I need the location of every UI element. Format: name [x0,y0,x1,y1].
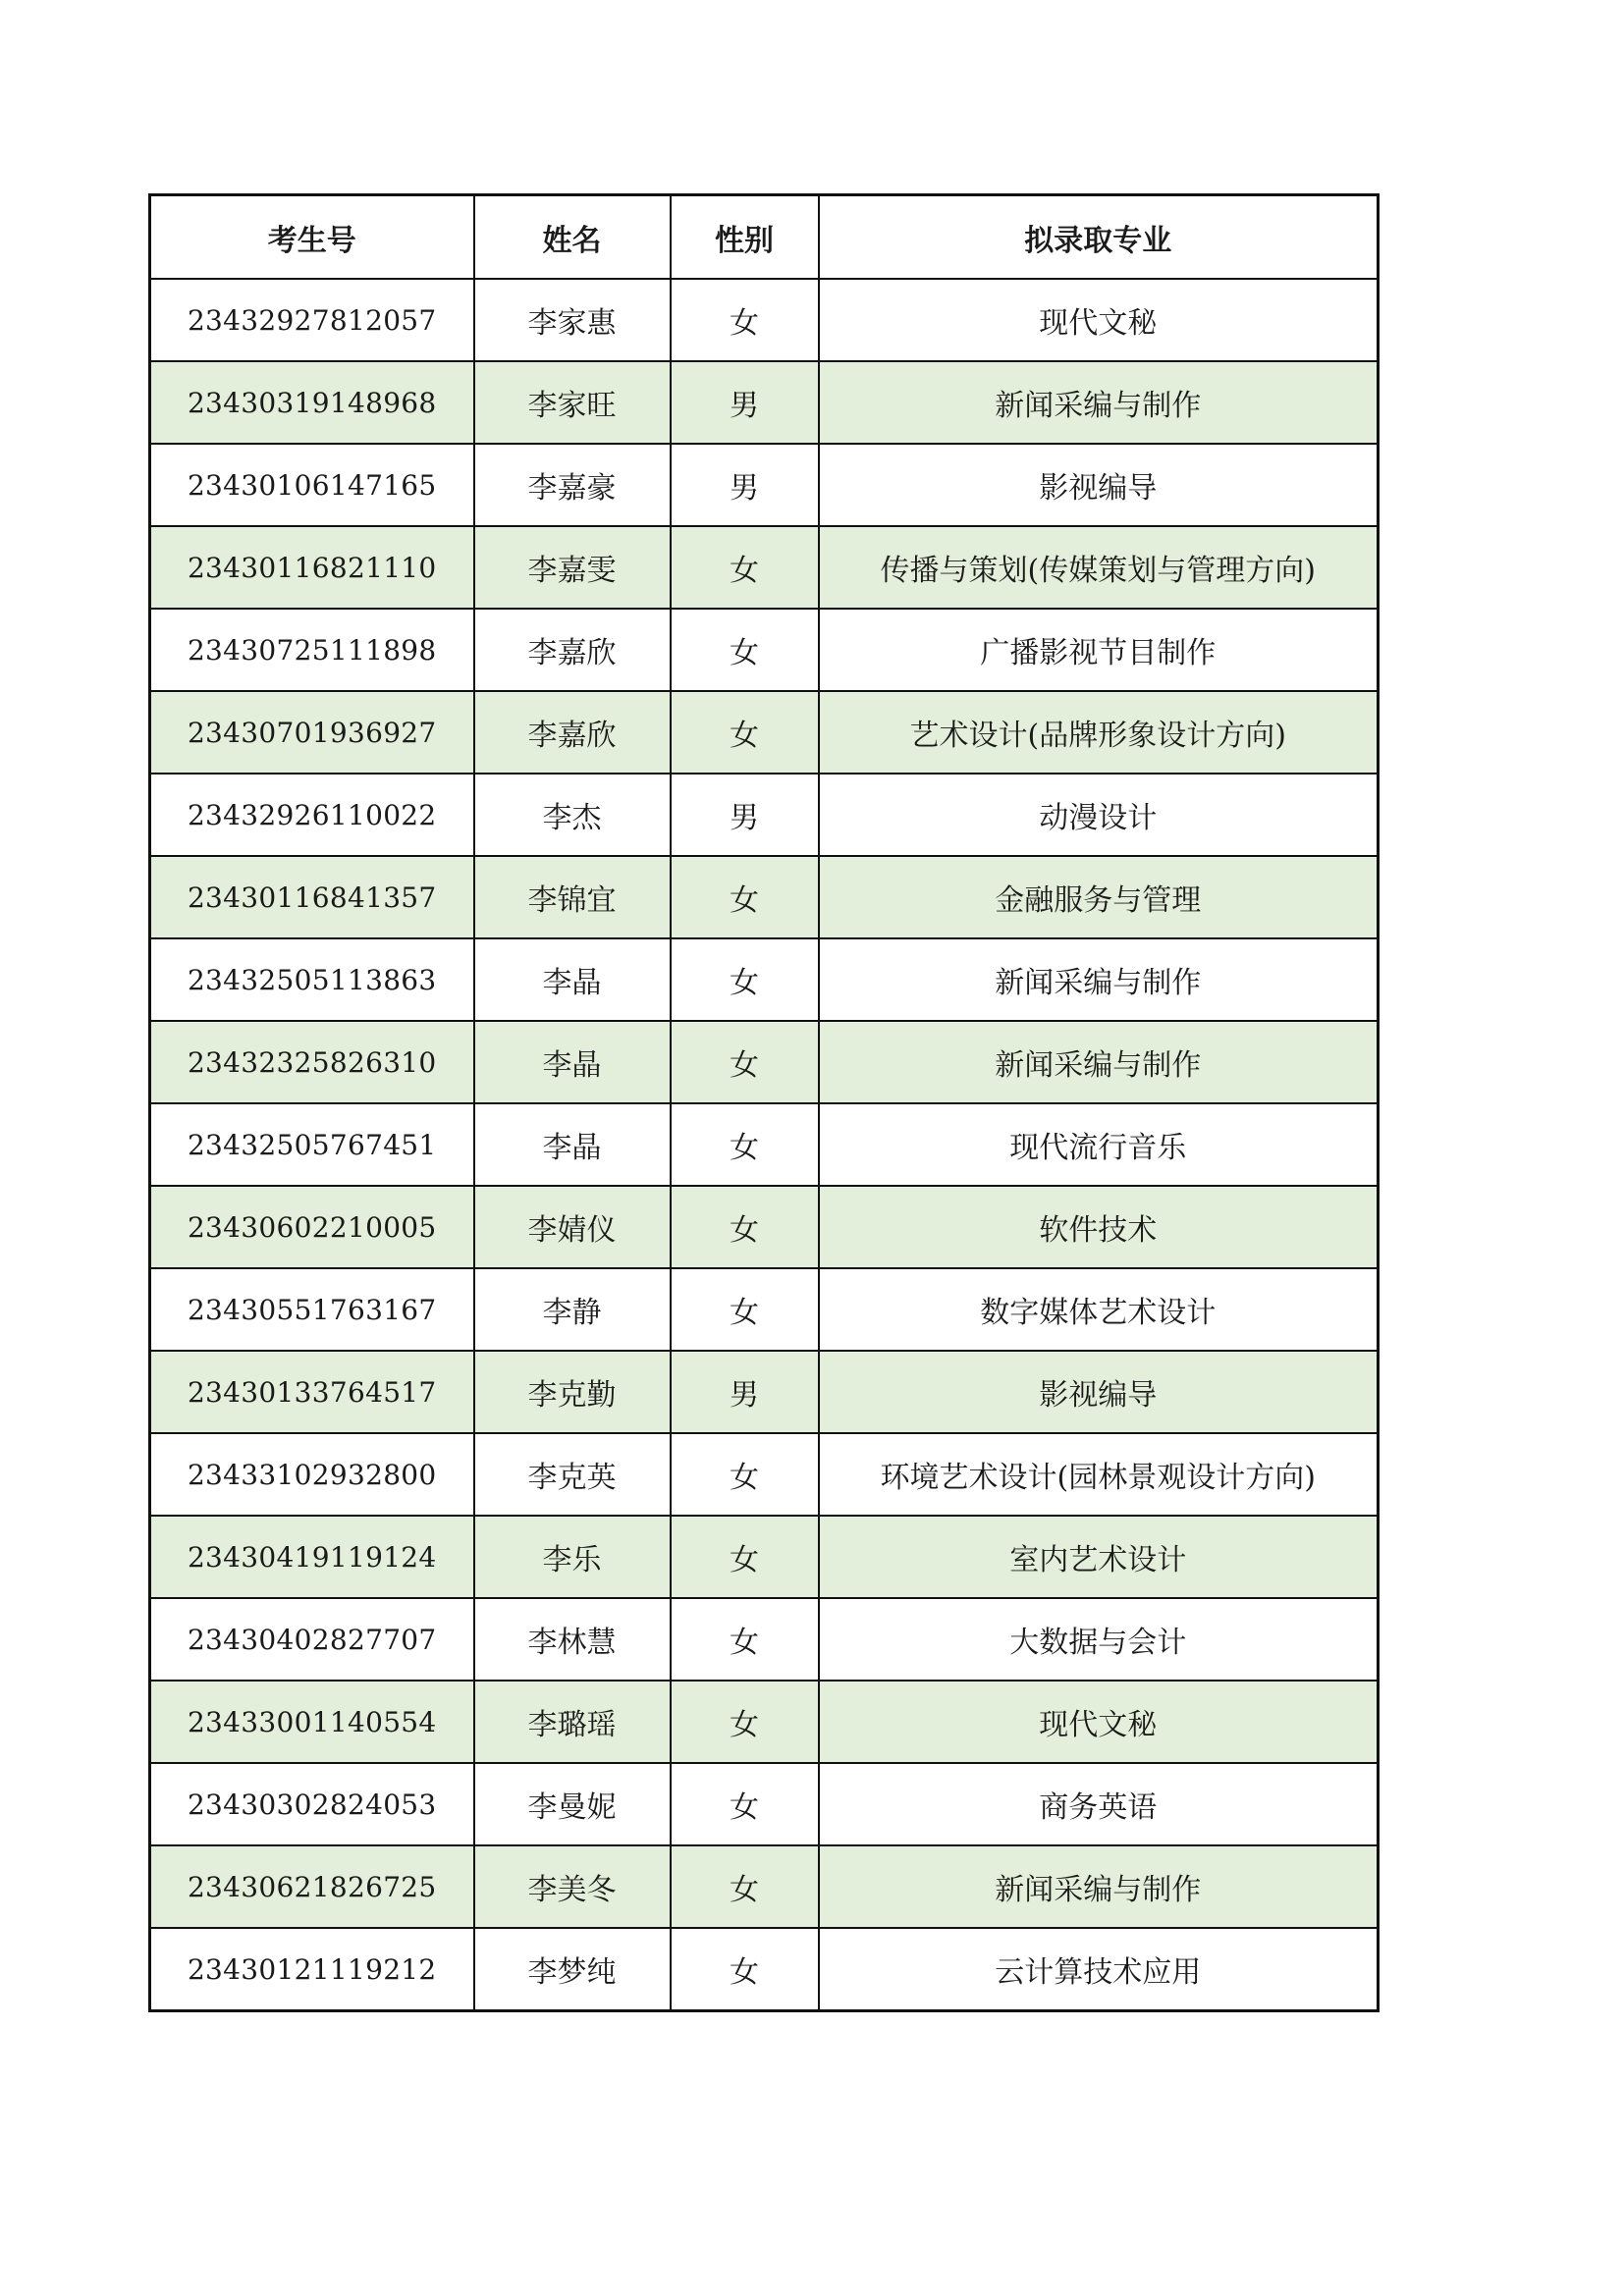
cell-exam-id: 23430402827707 [150,1598,474,1681]
table-row [150,1845,1379,1928]
cell-major: 艺术设计(品牌形象设计方向) [819,691,1379,774]
cell-major: 动漫设计 [819,774,1379,856]
cell-gender: 女 [671,1598,819,1681]
cell-name: 李晶 [474,1103,671,1186]
cell-gender: 女 [671,1845,819,1928]
cell-exam-id: 23430602210005 [150,1186,474,1268]
table-row [150,279,1379,361]
cell-major: 影视编导 [819,444,1379,526]
cell-name: 李林慧 [474,1598,671,1681]
cell-gender: 女 [671,1268,819,1351]
cell-name: 李克勤 [474,1351,671,1433]
cell-major: 新闻采编与制作 [819,361,1379,444]
cell-gender: 男 [671,444,819,526]
cell-gender: 女 [671,938,819,1021]
cell-exam-id: 23430319148968 [150,361,474,444]
cell-name: 李家惠 [474,279,671,361]
table-row [150,1516,1379,1598]
table-row [150,1268,1379,1351]
header-major: 拟录取专业 [819,195,1379,280]
table-row [150,1021,1379,1103]
cell-name: 李婧仪 [474,1186,671,1268]
cell-name: 李晶 [474,938,671,1021]
table-body [150,279,1379,2011]
cell-major: 金融服务与管理 [819,856,1379,938]
table-row [150,444,1379,526]
cell-exam-id: 23430302824053 [150,1763,474,1845]
cell-name: 李乐 [474,1516,671,1598]
table-row [150,1103,1379,1186]
cell-major: 现代文秘 [819,279,1379,361]
cell-exam-id: 23430725111898 [150,609,474,691]
cell-gender: 女 [671,856,819,938]
cell-name: 李锦宜 [474,856,671,938]
cell-major: 商务英语 [819,1763,1379,1845]
cell-major: 新闻采编与制作 [819,1021,1379,1103]
table-row [150,1186,1379,1268]
cell-major: 影视编导 [819,1351,1379,1433]
table-header-row [150,195,1379,280]
table-row [150,526,1379,609]
cell-name: 李克英 [474,1433,671,1516]
cell-name: 李晶 [474,1021,671,1103]
cell-gender: 男 [671,774,819,856]
cell-major: 云计算技术应用 [819,1928,1379,2011]
cell-gender: 女 [671,1433,819,1516]
cell-major: 环境艺术设计(园林景观设计方向) [819,1433,1379,1516]
cell-major: 现代流行音乐 [819,1103,1379,1186]
cell-gender: 女 [671,1186,819,1268]
cell-exam-id: 23430419119124 [150,1516,474,1598]
cell-gender: 女 [671,1763,819,1845]
cell-exam-id: 23430701936927 [150,691,474,774]
cell-exam-id: 23430133764517 [150,1351,474,1433]
cell-exam-id: 23432927812057 [150,279,474,361]
admission-table [148,193,1380,2012]
header-exam-id: 考生号 [150,195,474,280]
cell-exam-id: 23432325826310 [150,1021,474,1103]
cell-name: 李嘉雯 [474,526,671,609]
cell-major: 现代文秘 [819,1681,1379,1763]
table-row [150,1681,1379,1763]
table-row [150,856,1379,938]
cell-gender: 女 [671,1103,819,1186]
cell-major: 大数据与会计 [819,1598,1379,1681]
cell-gender: 女 [671,1516,819,1598]
cell-gender: 女 [671,1021,819,1103]
cell-name: 李梦纯 [474,1928,671,2011]
table-row [150,1598,1379,1681]
cell-gender: 男 [671,1351,819,1433]
table-row [150,938,1379,1021]
cell-major: 软件技术 [819,1186,1379,1268]
cell-name: 李静 [474,1268,671,1351]
cell-exam-id: 23430551763167 [150,1268,474,1351]
cell-exam-id: 23433102932800 [150,1433,474,1516]
cell-major: 广播影视节目制作 [819,609,1379,691]
cell-gender: 女 [671,1681,819,1763]
cell-exam-id: 23430121119212 [150,1928,474,2011]
cell-major: 数字媒体艺术设计 [819,1268,1379,1351]
table-row [150,1351,1379,1433]
table-row [150,774,1379,856]
cell-gender: 女 [671,279,819,361]
cell-gender: 女 [671,691,819,774]
table-row [150,1928,1379,2011]
cell-name: 李嘉欣 [474,609,671,691]
cell-name: 李璐瑶 [474,1681,671,1763]
cell-gender: 女 [671,526,819,609]
cell-major: 新闻采编与制作 [819,1845,1379,1928]
table-row [150,1433,1379,1516]
cell-exam-id: 23430116841357 [150,856,474,938]
table-row [150,691,1379,774]
cell-name: 李杰 [474,774,671,856]
cell-exam-id: 23432505113863 [150,938,474,1021]
cell-gender: 女 [671,1928,819,2011]
cell-name: 李曼妮 [474,1763,671,1845]
cell-exam-id: 23430621826725 [150,1845,474,1928]
cell-exam-id: 23432926110022 [150,774,474,856]
table-row [150,609,1379,691]
cell-gender: 女 [671,609,819,691]
table-row [150,1763,1379,1845]
header-name: 姓名 [474,195,671,280]
cell-name: 李家旺 [474,361,671,444]
cell-name: 李嘉欣 [474,691,671,774]
header-gender: 性别 [671,195,819,280]
cell-exam-id: 23430116821110 [150,526,474,609]
cell-exam-id: 23432505767451 [150,1103,474,1186]
cell-major: 传播与策划(传媒策划与管理方向) [819,526,1379,609]
cell-name: 李嘉豪 [474,444,671,526]
cell-exam-id: 23433001140554 [150,1681,474,1763]
cell-major: 新闻采编与制作 [819,938,1379,1021]
cell-name: 李美冬 [474,1845,671,1928]
cell-gender: 男 [671,361,819,444]
table-row [150,361,1379,444]
cell-exam-id: 23430106147165 [150,444,474,526]
cell-major: 室内艺术设计 [819,1516,1379,1598]
